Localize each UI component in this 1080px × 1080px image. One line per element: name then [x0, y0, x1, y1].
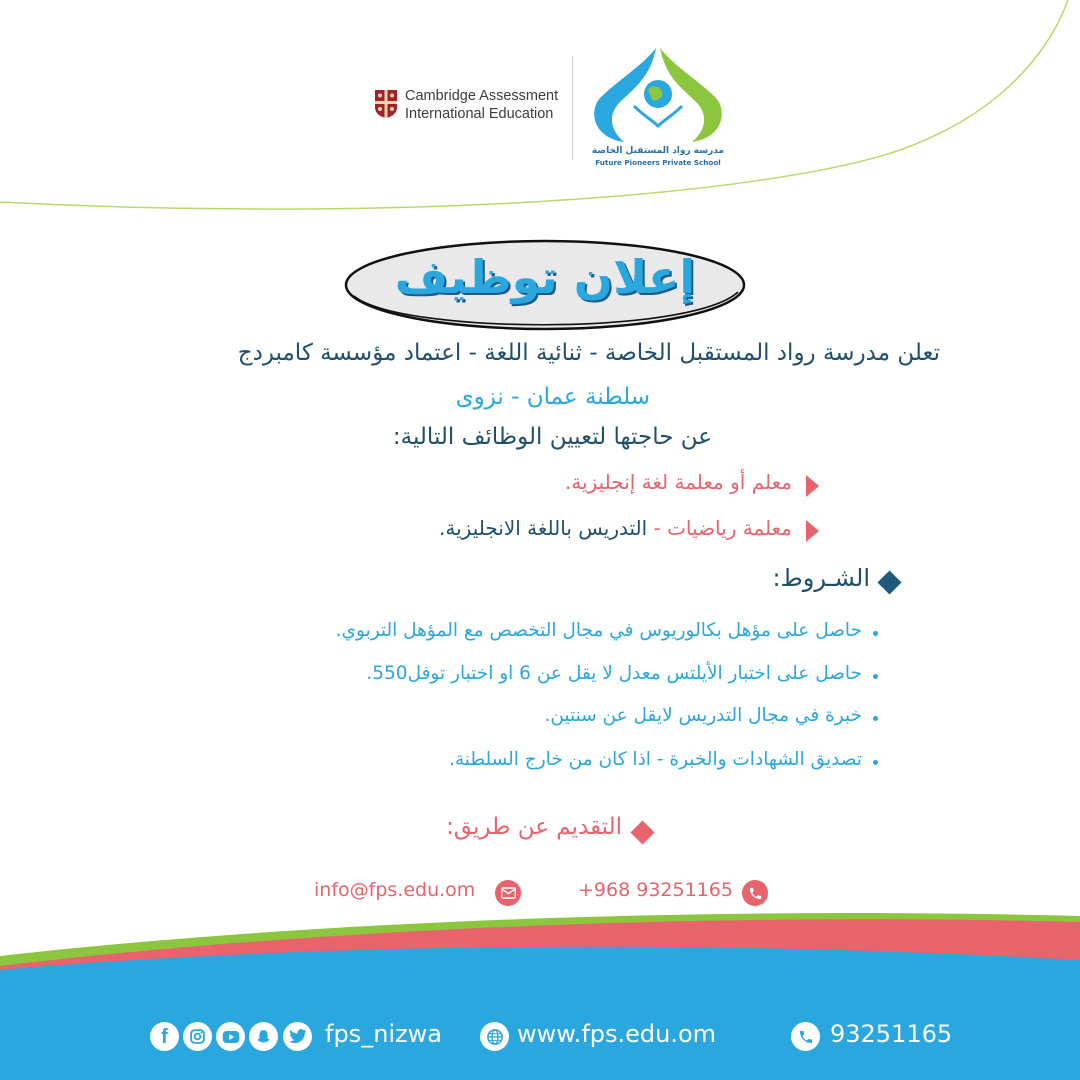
- job-title: معلمة رياضيات -: [653, 516, 792, 540]
- bullet-icon: [873, 716, 878, 721]
- job-marker-icon: [806, 475, 819, 497]
- website-link[interactable]: www.fps.edu.om: [517, 1020, 717, 1048]
- footer-wave: [0, 900, 1080, 1080]
- job-marker-icon: [806, 520, 819, 542]
- cambridge-logo: [374, 86, 564, 126]
- social-handle[interactable]: fps_nizwa: [325, 1020, 442, 1048]
- facebook-icon[interactable]: f: [150, 1022, 179, 1051]
- condition-item: حاصل على اختبار الأيلتس معدل لا يقل عن 6 او اختبار توفل550.: [366, 663, 862, 684]
- job-item: [439, 516, 792, 540]
- job-note: التدريس باللغة الانجليزية.: [439, 516, 648, 540]
- conditions-heading: الشـروط:: [772, 564, 870, 592]
- condition-item: حاصل على مؤهل بكالوريوس في مجال التخصص مع المؤهل التربوي.: [335, 620, 862, 641]
- intro-announcement: تعلن مدرسة رواد المستقبل الخاصة - ثنائية اللغة - اعتماد مؤسسة كامبردج: [237, 340, 940, 366]
- condition-item: تصديق الشهادات والخبرة - اذا كان من خارج السلطنة.: [448, 749, 862, 770]
- title-badge: [340, 236, 750, 336]
- youtube-icon[interactable]: [216, 1022, 245, 1051]
- footer-phone-link[interactable]: 93251165: [830, 1020, 953, 1048]
- apply-heading: التقديم عن طريق:: [446, 814, 622, 840]
- twitter-icon[interactable]: [283, 1022, 312, 1051]
- school-emblem-icon: [590, 46, 726, 146]
- bullet-icon: [873, 631, 878, 636]
- bullet-icon: [873, 760, 878, 765]
- school-name-english: Future Pioneers Private School: [595, 158, 721, 167]
- instagram-icon[interactable]: [183, 1022, 212, 1051]
- intro-vacancies: عن حاجتها لتعيين الوظائف التالية:: [392, 424, 712, 450]
- intro-location: سلطنة عمان - نزوى: [455, 384, 650, 410]
- diamond-icon: [877, 570, 901, 594]
- job-item: معلم أو معلمة لغة إنجليزية.: [564, 470, 792, 494]
- page-title: إعلان توظيف: [394, 250, 696, 304]
- school-name-arabic: مدرسة رواد المستقبل الخاصة: [591, 146, 725, 156]
- school-logo: [590, 46, 726, 170]
- phone-icon: [791, 1022, 820, 1051]
- cambridge-name-line1: Cambridge Assessment: [405, 88, 559, 104]
- cambridge-name-line2: International Education: [405, 106, 554, 122]
- snapchat-icon[interactable]: [249, 1022, 278, 1051]
- condition-item: خبرة في مجال التدريس لايقل عن سنتين.: [544, 705, 862, 726]
- cambridge-crest-icon: [374, 89, 398, 119]
- bullet-icon: [873, 674, 878, 679]
- logo-divider: [572, 56, 573, 160]
- diamond-icon: [630, 820, 654, 844]
- globe-icon: [480, 1022, 509, 1051]
- apply-phone-link[interactable]: +968 93251165: [578, 879, 733, 901]
- apply-email-link[interactable]: info@fps.edu.om: [314, 879, 476, 901]
